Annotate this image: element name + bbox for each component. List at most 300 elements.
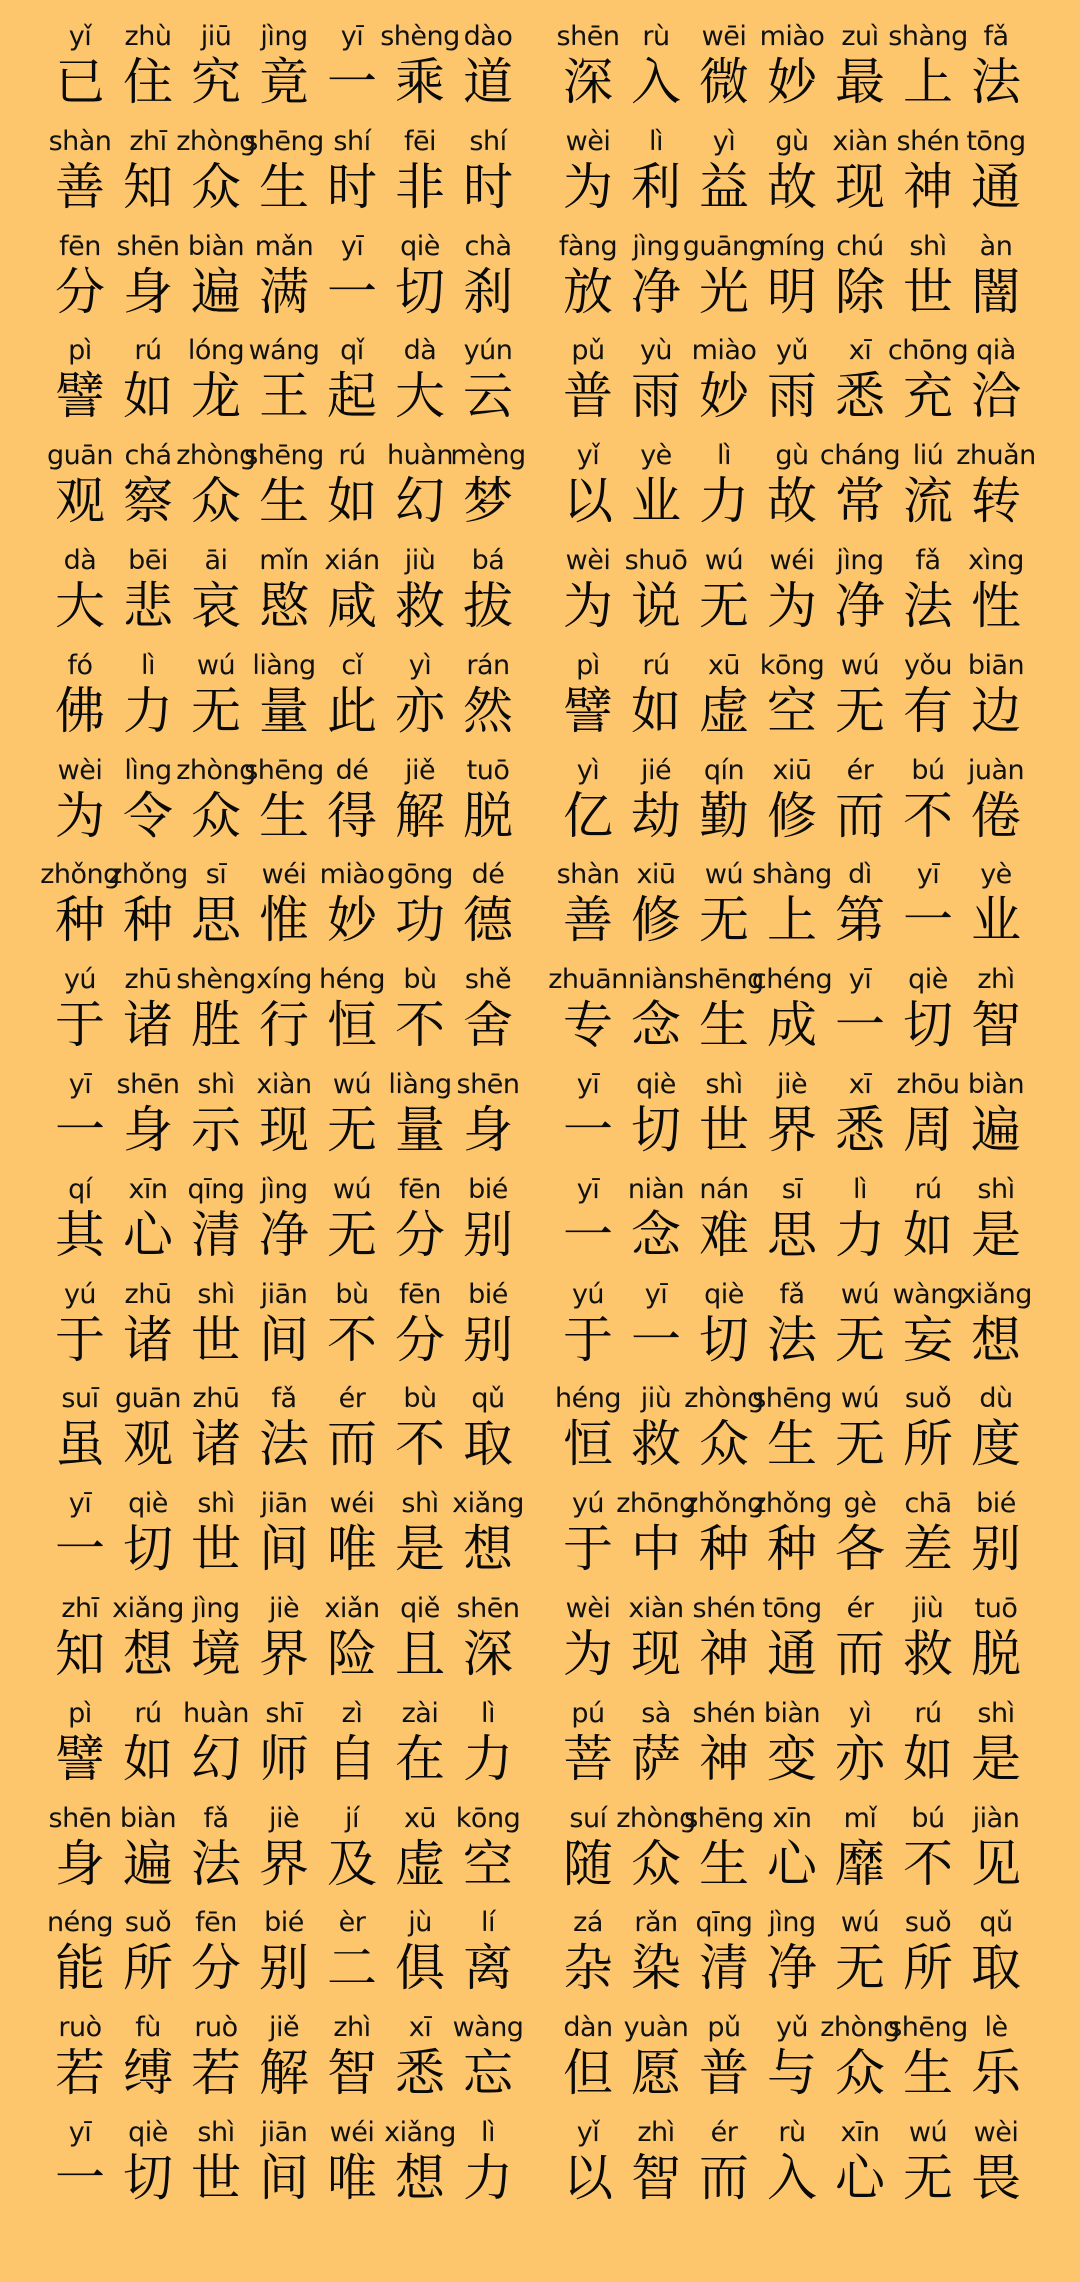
pinyin: shēn: [116, 1068, 180, 1100]
verse-characters: [554, 1592, 1030, 1682]
verse-line-right: [0, 544, 1080, 649]
hanzi: 别: [259, 1939, 309, 1998]
pinyin: pǔ: [571, 335, 605, 367]
hanzi: 知: [123, 157, 173, 216]
pinyin: yī: [644, 1278, 668, 1310]
pinyin: dù: [979, 1383, 1013, 1415]
hanzi: 净: [767, 1939, 817, 1998]
character-cell: [690, 2116, 758, 2206]
hanzi: 生: [259, 786, 309, 845]
pinyin: yī: [340, 230, 364, 262]
character-cell: [554, 20, 622, 110]
hanzi: 分: [55, 262, 105, 321]
character-cell: [616, 1487, 696, 1579]
hanzi: 一: [55, 1520, 105, 1579]
pinyin: yǔ: [775, 2012, 809, 2044]
hanzi: 亦: [395, 681, 445, 740]
hanzi: 拔: [463, 576, 513, 635]
pinyin: wú: [840, 1278, 880, 1310]
character-cell: [554, 544, 622, 634]
hanzi: 譬: [563, 681, 613, 740]
hanzi: 解: [259, 2044, 309, 2103]
pinyin: nán: [699, 1173, 749, 1205]
hanzi: 明: [767, 262, 817, 321]
character-cell: [894, 754, 962, 844]
verse-characters: [554, 544, 1030, 634]
pinyin: zhì: [977, 964, 1015, 996]
pinyin: ruò: [58, 2012, 102, 2044]
verse-characters: [554, 2011, 1030, 2101]
pinyin: wú: [840, 1383, 880, 1415]
hanzi: 差: [903, 1520, 953, 1579]
verse-line-right: [0, 1278, 1080, 1383]
hanzi: 时: [463, 157, 513, 216]
pinyin: shēng: [888, 2012, 968, 2044]
hanzi: 恒: [563, 1415, 613, 1474]
hanzi: 各: [835, 1520, 885, 1579]
pinyin: suǒ: [124, 1907, 172, 1939]
hanzi: 说: [631, 576, 681, 635]
hanzi: 入: [767, 2148, 817, 2207]
pinyin: zhòng: [176, 125, 256, 157]
pinyin: xū: [707, 649, 741, 681]
pinyin: bié: [264, 1907, 304, 1939]
character-cell: [962, 1278, 1030, 1368]
hanzi: 非: [395, 157, 445, 216]
pinyin: liú: [912, 440, 944, 472]
pinyin: xiàn: [832, 125, 888, 157]
hanzi: 知: [55, 1624, 105, 1683]
hanzi: 最: [835, 53, 885, 111]
pinyin: ér: [846, 754, 874, 786]
character-cell: [962, 230, 1030, 320]
pinyin: lì: [140, 649, 155, 681]
hanzi: 忘: [463, 2044, 513, 2103]
pinyin: jié: [640, 754, 672, 786]
character-cell: [962, 1382, 1030, 1472]
hanzi: 不: [395, 1415, 445, 1474]
pinyin: dé: [471, 859, 505, 891]
hanzi: 随: [563, 1834, 613, 1893]
pinyin: héng: [319, 964, 385, 996]
character-cell: [826, 1068, 894, 1158]
hanzi: 思: [767, 1205, 817, 1264]
hanzi: 遍: [191, 262, 241, 321]
verse-characters: [554, 1278, 1030, 1368]
hanzi: 放: [563, 262, 613, 321]
hanzi: 龙: [191, 367, 241, 426]
hanzi: 业: [971, 891, 1021, 950]
hanzi: 念: [631, 996, 681, 1055]
pinyin: shí: [333, 125, 371, 157]
pinyin: xiǎn: [324, 1592, 380, 1624]
hanzi: 唯: [327, 1520, 377, 1579]
pinyin: shī: [265, 1697, 303, 1729]
pinyin: shì: [197, 1068, 235, 1100]
hanzi: 净: [259, 1205, 309, 1264]
hanzi: 畏: [971, 2148, 1021, 2207]
pinyin: biān: [967, 649, 1025, 681]
pinyin: zuì: [841, 21, 879, 52]
pinyin: biàn: [119, 1802, 177, 1834]
hanzi: 雨: [767, 367, 817, 426]
hanzi: 雨: [631, 367, 681, 426]
character-cell: [554, 334, 622, 424]
character-cell: [962, 2011, 1030, 2101]
verse-line-right: [0, 125, 1080, 230]
hanzi: 众: [631, 1834, 681, 1893]
pinyin: xī: [848, 335, 872, 367]
pinyin: yǔ: [775, 335, 809, 367]
verse-line-right: [0, 858, 1080, 963]
hanzi: 虚: [395, 1834, 445, 1893]
hanzi: 无: [327, 1100, 377, 1159]
character-cell: [962, 334, 1030, 424]
hanzi: 切: [699, 1310, 749, 1369]
pinyin: pú: [571, 1697, 605, 1729]
hanzi: 且: [395, 1624, 445, 1683]
hanzi: 一: [563, 1205, 613, 1264]
character-cell: [819, 439, 901, 531]
pinyin: ér: [710, 2116, 738, 2148]
hanzi: 量: [259, 681, 309, 740]
pinyin: gù: [775, 125, 809, 157]
hanzi: 是: [971, 1729, 1021, 1788]
pinyin: sà: [641, 1697, 671, 1729]
hanzi: 转: [971, 472, 1021, 531]
pinyin: mèng: [450, 440, 526, 472]
pinyin: àn: [979, 230, 1013, 262]
pinyin: lì: [648, 125, 663, 157]
character-cell: [554, 1697, 622, 1787]
character-cell: [690, 125, 758, 215]
hanzi: 不: [327, 1310, 377, 1369]
hanzi: 生: [259, 157, 309, 216]
pinyin: juàn: [967, 754, 1025, 786]
pinyin: jiè: [268, 1802, 300, 1834]
hanzi: 世: [191, 1310, 241, 1369]
pinyin: yī: [68, 1068, 92, 1100]
hanzi: 神: [699, 1624, 749, 1683]
character-cell: [758, 544, 826, 634]
pinyin: shèng: [176, 964, 256, 996]
pinyin: ér: [338, 1383, 366, 1415]
pinyin: shì: [705, 1068, 743, 1100]
character-cell: [758, 1592, 826, 1682]
character-cell: [690, 1697, 758, 1787]
pinyin: wáng: [248, 335, 320, 367]
hanzi: 恒: [327, 996, 377, 1055]
pinyin: shēng: [752, 1383, 832, 1415]
pinyin: xiàn: [256, 1068, 312, 1100]
hanzi: 切: [903, 996, 953, 1055]
verse-characters: [554, 1068, 1030, 1158]
hanzi: 第: [835, 891, 885, 950]
hanzi: 佛: [55, 681, 105, 740]
hanzi: 缚: [123, 2044, 173, 2103]
verse-line-right: [0, 334, 1080, 439]
character-cell: [758, 2011, 826, 2101]
pinyin: zhī: [129, 125, 167, 157]
hanzi: 种: [123, 891, 173, 950]
character-cell: [690, 858, 758, 948]
hanzi: 世: [903, 262, 953, 321]
hanzi: 分: [191, 1939, 241, 1998]
hanzi: 譬: [55, 1729, 105, 1788]
character-cell: [554, 1487, 622, 1577]
hanzi: 想: [971, 1310, 1021, 1369]
pinyin: yú: [571, 1488, 605, 1520]
character-cell: [894, 1802, 962, 1892]
hanzi: 入: [631, 53, 681, 111]
hanzi: 一: [327, 262, 377, 321]
character-cell: [894, 1173, 962, 1263]
hanzi: 生: [259, 472, 309, 531]
hanzi: 为: [55, 786, 105, 845]
character-cell: [826, 125, 894, 215]
pinyin: wú: [840, 649, 880, 681]
pinyin: shuō: [624, 544, 688, 576]
hanzi: 自: [327, 1729, 377, 1788]
pinyin: gōng: [387, 859, 453, 891]
pinyin: zhù: [124, 21, 172, 52]
pinyin: yì: [712, 125, 736, 157]
character-cell: [758, 20, 826, 110]
pinyin: lóng: [187, 335, 245, 367]
hanzi: 智: [327, 2044, 377, 2103]
hanzi: 在: [395, 1729, 445, 1788]
hanzi: 为: [563, 576, 613, 635]
pinyin: zhōng: [616, 1488, 696, 1520]
pinyin: gù: [775, 440, 809, 472]
pinyin: suí: [569, 1802, 607, 1834]
character-cell: [962, 544, 1030, 634]
hanzi: 除: [835, 262, 885, 321]
hanzi: 其: [55, 1205, 105, 1264]
pinyin: fù: [135, 2012, 161, 2044]
character-cell: [962, 1173, 1030, 1263]
hanzi: 乘: [395, 53, 445, 111]
pinyin: wèi: [565, 125, 611, 157]
character-cell: [826, 544, 894, 634]
character-cell: [622, 20, 690, 110]
hanzi: 功: [395, 891, 445, 950]
character-cell: [622, 1173, 690, 1263]
pinyin: liàng: [388, 1068, 452, 1100]
character-cell: [826, 1382, 894, 1472]
character-cell: [622, 2011, 690, 2101]
hanzi: 力: [835, 1205, 885, 1264]
hanzi: 脱: [463, 786, 513, 845]
pinyin: liàng: [252, 649, 316, 681]
pinyin: wú: [908, 2116, 948, 2148]
character-cell: [622, 2116, 690, 2206]
pinyin: zhū: [124, 964, 172, 996]
hanzi: 及: [327, 1834, 377, 1893]
pinyin: guān: [47, 440, 113, 472]
character-cell: [826, 1592, 894, 1682]
pinyin: yú: [63, 964, 97, 996]
character-cell: [826, 649, 894, 739]
character-cell: [894, 1697, 962, 1787]
character-cell: [826, 230, 894, 320]
pinyin: wéi: [329, 1488, 375, 1520]
pinyin: yú: [571, 1278, 605, 1310]
hanzi: 是: [971, 1205, 1021, 1264]
hanzi: 妙: [699, 367, 749, 426]
pinyin: ruò: [194, 2012, 238, 2044]
hanzi: 幻: [395, 472, 445, 531]
pinyin: qīng: [695, 1907, 753, 1939]
pinyin: qiě: [400, 1592, 440, 1624]
character-cell: [690, 1173, 758, 1263]
character-cell: [962, 1697, 1030, 1787]
character-cell: [616, 1802, 696, 1893]
pinyin: qí: [68, 1173, 92, 1205]
character-cell: [554, 649, 622, 739]
pinyin: yún: [463, 335, 513, 367]
character-cell: [894, 544, 962, 634]
character-cell: [758, 1697, 826, 1787]
hanzi: 救: [631, 1415, 681, 1474]
hanzi: 如: [903, 1205, 953, 1264]
pinyin: yǐ: [576, 440, 600, 472]
pinyin: wú: [332, 1068, 372, 1100]
pinyin: jiān: [260, 1488, 308, 1520]
hanzi: 一: [903, 891, 953, 950]
character-cell: [690, 1906, 758, 1996]
pinyin: shēn: [456, 1068, 520, 1100]
hanzi: 诸: [191, 1415, 241, 1474]
hanzi: 虽: [55, 1415, 105, 1474]
pinyin: wèi: [57, 754, 103, 786]
hanzi: 所: [903, 1415, 953, 1474]
pinyin: shàn: [48, 125, 112, 157]
character-cell: [554, 1906, 622, 1996]
character-cell: [962, 1802, 1030, 1892]
pinyin: fǎ: [779, 1278, 805, 1310]
pinyin: wèi: [973, 2116, 1019, 2148]
hanzi: 神: [903, 157, 953, 216]
pinyin: shàng: [752, 859, 832, 891]
hanzi: 法: [191, 1834, 241, 1893]
pinyin: qiè: [400, 230, 440, 262]
pinyin: néng: [47, 1907, 113, 1939]
hanzi: 乐: [971, 2044, 1021, 2103]
hanzi: 常: [835, 472, 885, 531]
character-cell: [962, 1906, 1030, 1996]
pinyin: fàng: [558, 230, 618, 262]
pinyin: xiàn: [628, 1592, 684, 1624]
pinyin: lìng: [124, 754, 172, 786]
character-cell: [894, 1906, 962, 1996]
verse-characters: [554, 20, 1030, 110]
pinyin: jiù: [912, 1592, 944, 1624]
hanzi: 于: [563, 1520, 613, 1579]
character-cell: [684, 963, 764, 1055]
pinyin: bú: [911, 754, 945, 786]
character-cell: [554, 2116, 622, 2206]
hanzi: 如: [123, 367, 173, 426]
hanzi: 微: [699, 53, 749, 111]
pinyin: shēng: [684, 964, 764, 996]
pinyin: rú: [338, 440, 366, 472]
hanzi: 量: [395, 1100, 445, 1159]
hanzi: 思: [191, 891, 241, 950]
character-cell: [962, 963, 1030, 1053]
pinyin: xiǎng: [384, 2116, 456, 2148]
verse-characters: [554, 1802, 1030, 1892]
pinyin: yú: [63, 1278, 97, 1310]
hanzi: 险: [327, 1624, 377, 1683]
hanzi: 一: [835, 996, 885, 1055]
pinyin: wú: [196, 649, 236, 681]
pinyin: huàn: [387, 440, 453, 472]
hanzi: 于: [563, 1310, 613, 1369]
pinyin: miào: [319, 859, 385, 891]
character-cell: [752, 858, 832, 950]
character-cell: [894, 125, 962, 215]
character-cell: [894, 2116, 962, 2206]
hanzi: 流: [903, 472, 953, 531]
pinyin: bēi: [128, 544, 168, 576]
pinyin: fēi: [403, 125, 437, 157]
hanzi: 普: [563, 367, 613, 426]
pinyin: wú: [704, 544, 744, 576]
pinyin: suǒ: [904, 1907, 952, 1939]
hanzi: 幻: [191, 1729, 241, 1788]
hanzi: 性: [971, 576, 1021, 635]
pinyin: jiān: [260, 1278, 308, 1310]
hanzi: 善: [563, 891, 613, 950]
hanzi: 上: [767, 891, 817, 950]
pinyin: jiě: [404, 754, 436, 786]
character-cell: [554, 1173, 622, 1263]
character-cell: [622, 858, 690, 948]
hanzi: 法: [903, 576, 953, 635]
pinyin: tuō: [466, 754, 510, 786]
hanzi: 间: [259, 1310, 309, 1369]
hanzi: 世: [191, 1520, 241, 1579]
verse-characters: [554, 1382, 1030, 1472]
character-cell: [682, 230, 766, 321]
pinyin: yè: [980, 859, 1012, 891]
hanzi: 分: [395, 1205, 445, 1264]
hanzi: 为: [563, 157, 613, 216]
character-cell: [888, 2011, 968, 2103]
hanzi: 难: [699, 1205, 749, 1264]
hanzi: 生: [903, 2044, 953, 2103]
pinyin: xián: [324, 544, 380, 576]
hanzi: 究: [191, 53, 241, 111]
hanzi: 俱: [395, 1939, 445, 1998]
hanzi: 净: [631, 262, 681, 321]
hanzi: 众: [191, 786, 241, 845]
hanzi: 能: [55, 1939, 105, 1998]
character-cell: [962, 20, 1030, 110]
character-cell: [554, 125, 622, 215]
character-cell: [962, 649, 1030, 739]
hanzi: 利: [631, 157, 681, 216]
verse-line-right: [0, 1382, 1080, 1487]
pinyin: mǐn: [259, 544, 309, 576]
pinyin: xīn: [840, 2116, 880, 2148]
pinyin: fēn: [399, 1278, 441, 1310]
hanzi: 无: [835, 1310, 885, 1369]
pinyin: qiè: [908, 964, 948, 996]
hanzi: 悲: [123, 576, 173, 635]
pinyin: jiě: [268, 2012, 300, 2044]
